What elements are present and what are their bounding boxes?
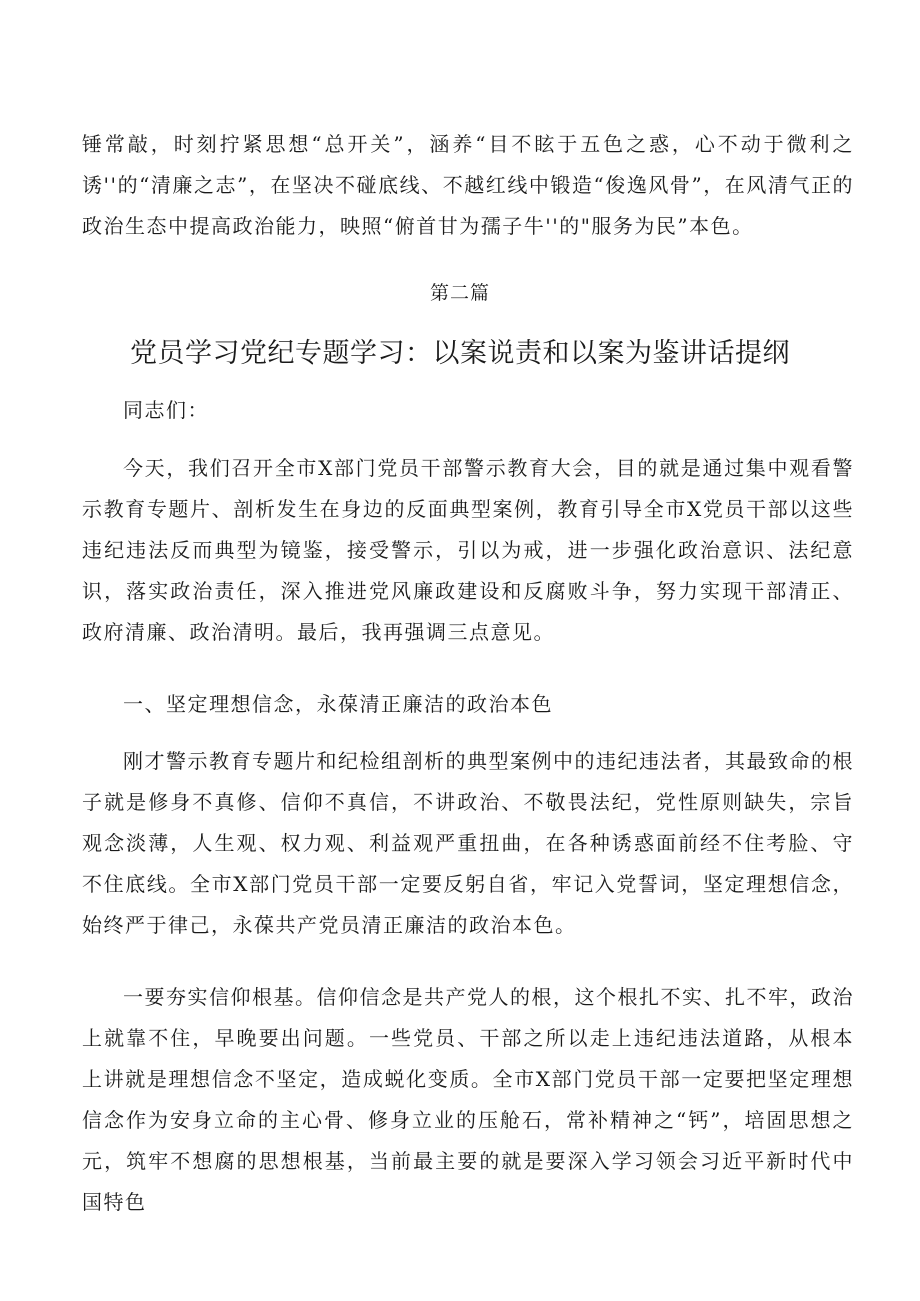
salutation: 同志们：	[123, 398, 209, 422]
paragraph-two: 刚才警示教育专题片和纪检组剖析的典型案例中的违纪违法者，其最致命的根子就是修身不真修、信仰不真信，不讲政治、不敬畏法纪，党性原则缺失，宗旨观念淡薄，人生观、权力观、利益观严重扭曲，在各种诱惑面前经不住考脸、守不住底线。全市X部门党员干部一定要反躬自省，牢记入党誓词，坚定理想信念，始终严于律己，永葆共产党员清正廉洁的政治本色。	[82, 749, 854, 937]
paragraph-three: 一要夯实信仰根基。信仰信念是共产党人的根，这个根扎不实、扎不牢，政治上就靠不住，早晚要出问题。一些党员、干部之所以走上违纪违法道路，从根本上讲就是理想信念不坚定，造成蜕化变质。全市X部门党员干部一定要把坚定理想信念作为安身立命的主心骨、修身立业的压舱石，常补精神之“钙”，培固思想之元，筑牢不想腐的思想根基，当前最主要的就是要深入学习领会习近平新时代中国特色	[82, 985, 854, 1214]
intro-paragraph: 今天，我们召开全市X部门党员干部警示教育大会，目的就是通过集中观看警示教育专题片、剖析发生在身边的反面典型案例，教育引导全市X党员干部以这些违纪违法反而典型为镜鉴，接受警示，引以为戒，进一步强化政治意识、法纪意识，落实政治责任，深入推进党风廉政建设和反腐败斗争，努力实现干部清正、政府清廉、政治清明。最后，我再强调三点意见。	[82, 456, 854, 644]
continued-paragraph: 锤常敲，时刻拧紧思想“总开关”，涵养“目不眩于五色之惑，心不动于微利之诱''的“清廉之志”，在坚决不碰底线、不越红线中锻造“俊逸风骨”，在风清气正的政治生态中提高政治能力，映照“俯首甘为孺子牛''的"服务为民”本色。	[82, 132, 854, 238]
document-title: 党员学习党纪专题学习：以案说责和以案为鉴讲话提纲	[130, 338, 790, 369]
section-label: 第二篇	[429, 282, 490, 304]
section-heading-one: 一、坚定理想信念，永葆清正廉洁的政治本色	[123, 692, 553, 716]
